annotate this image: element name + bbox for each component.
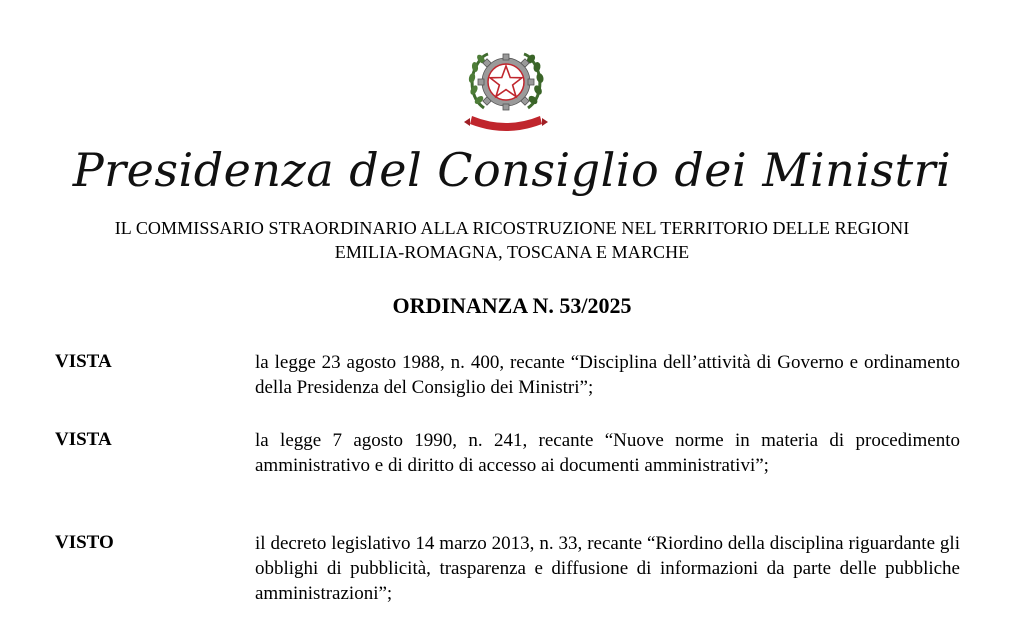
- emblem-of-italy-icon: [462, 40, 550, 134]
- authority-line-1: IL COMMISSARIO STRAORDINARIO ALLA RICOSTRUZIONE NEL TERRITORIO DELLE REGIONI: [114, 218, 910, 238]
- office-name: Presidenza del Consiglio dei Ministri: [72, 143, 952, 197]
- clause-text: la legge 7 agosto 1990, n. 241, recante “Nuove norme in materia di procedimento amministrativo e di diritto di accesso ai documenti amministrativi”;: [255, 430, 960, 476]
- document-title: ORDINANZA N. 53/2025: [392, 293, 632, 318]
- clause-text: la legge 23 agosto 1988, n. 400, recante “Disciplina dell’attività di Governo e ordinamento della Presidenza del Consiglio dei Ministri”;: [255, 352, 960, 398]
- authority-line-2: EMILIA-ROMAGNA, TOSCANA E MARCHE: [334, 242, 690, 262]
- clause-key: VISTO: [55, 532, 114, 553]
- clause-key: VISTA: [55, 429, 112, 450]
- clause-text: il decreto legislativo 14 marzo 2013, n. 33, recante “Riordino della disciplina riguardante gli obblighi di pubblicità, trasparenza e diffusione di informazioni da parte delle pubbliche amministrazioni”;: [255, 533, 960, 604]
- clause-key: VISTA: [55, 351, 112, 372]
- issuing-authority: [0, 216, 1024, 264]
